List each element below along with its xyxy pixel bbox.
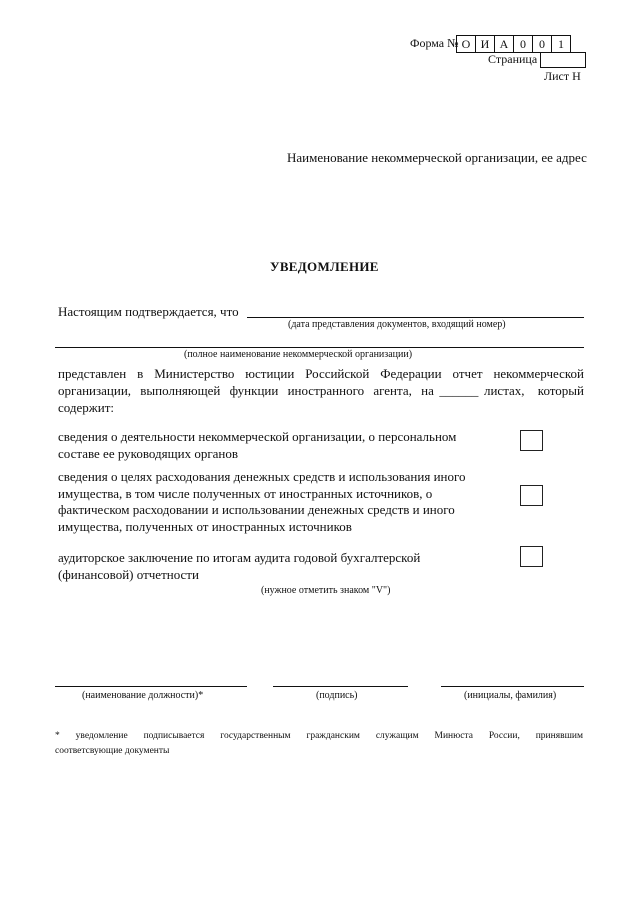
- signature-line: [273, 686, 408, 687]
- body-line-1: представлен в Министерство юстиции Российской Федерации отчет некоммерческой: [58, 366, 584, 381]
- org-full-name-caption: (полное наименование некоммерческой организации): [184, 349, 413, 360]
- body-line-2-tail: листах, который: [483, 383, 584, 398]
- item-line: аудиторское заключение по итогам аудита годовой бухгалтерской: [58, 550, 421, 565]
- content-item-1: [58, 428, 456, 462]
- footnote-line-1: * уведомление подписывается государственным гражданским служащим Минюста России, принявшим: [55, 731, 583, 741]
- form-code-grid: [457, 35, 571, 53]
- org-name-address-caption: Наименование некоммерческой организации, ее адрес: [287, 150, 587, 165]
- item-2-checkbox[interactable]: [520, 485, 543, 506]
- form-code-cell: О: [456, 35, 476, 53]
- document-title: УВЕДОМЛЕНИЕ: [270, 259, 379, 274]
- form-code-cell: А: [494, 35, 514, 53]
- position-caption: (наименование должности)*: [82, 690, 204, 701]
- item-line: сведения о целях расходования денежных средств и использования иного: [58, 469, 466, 484]
- confirm-lead-text: Настоящим подтверждается, что: [58, 304, 239, 319]
- form-code-cell: 0: [513, 35, 533, 53]
- sheet-count-blank: ______: [439, 383, 479, 398]
- content-item-2: [58, 469, 466, 535]
- date-number-caption: (дата представления документов, входящий номер): [288, 319, 506, 330]
- date-number-line: [247, 317, 584, 318]
- initials-caption: (инициалы, фамилия): [464, 690, 557, 701]
- content-item-3: [58, 549, 420, 583]
- sheet-label: Лист Н: [544, 69, 581, 83]
- item-line: фактическом расходовании и использовании денежных средств и иного: [58, 502, 455, 517]
- item-line: (финансовой) отчетности: [58, 567, 199, 582]
- item-line: составе ее руководящих органов: [58, 446, 239, 461]
- form-code-cell: 0: [532, 35, 552, 53]
- position-line: [55, 686, 247, 687]
- body-line-2-text: организации, выполняющей функции иностранного агента, на: [58, 383, 434, 398]
- item-1-checkbox[interactable]: [520, 430, 543, 451]
- page-label: Страница: [488, 52, 538, 66]
- body-line-3: содержит:: [58, 400, 115, 415]
- page-number-box: [540, 52, 586, 68]
- item-line: сведения о деятельности некоммерческой организации, о персональном: [58, 429, 457, 444]
- footnote-line-2: соответсвующие документы: [55, 746, 170, 756]
- item-line: имущества, полученных от иностранных источников: [58, 518, 352, 534]
- item-line: имущества, в том числе полученных от иностранных источников, о: [58, 485, 433, 501]
- org-full-name-line: [55, 347, 584, 348]
- form-code-cell: И: [475, 35, 495, 53]
- signature-caption: (подпись): [316, 690, 358, 701]
- form-code-cell: 1: [551, 35, 571, 53]
- form-number-label: Форма №: [410, 36, 459, 50]
- item-3-checkbox[interactable]: [520, 546, 543, 567]
- initials-line: [441, 686, 584, 687]
- body-line-2: [58, 383, 584, 399]
- check-instruction-note: (нужное отметить знаком "V"): [261, 585, 391, 596]
